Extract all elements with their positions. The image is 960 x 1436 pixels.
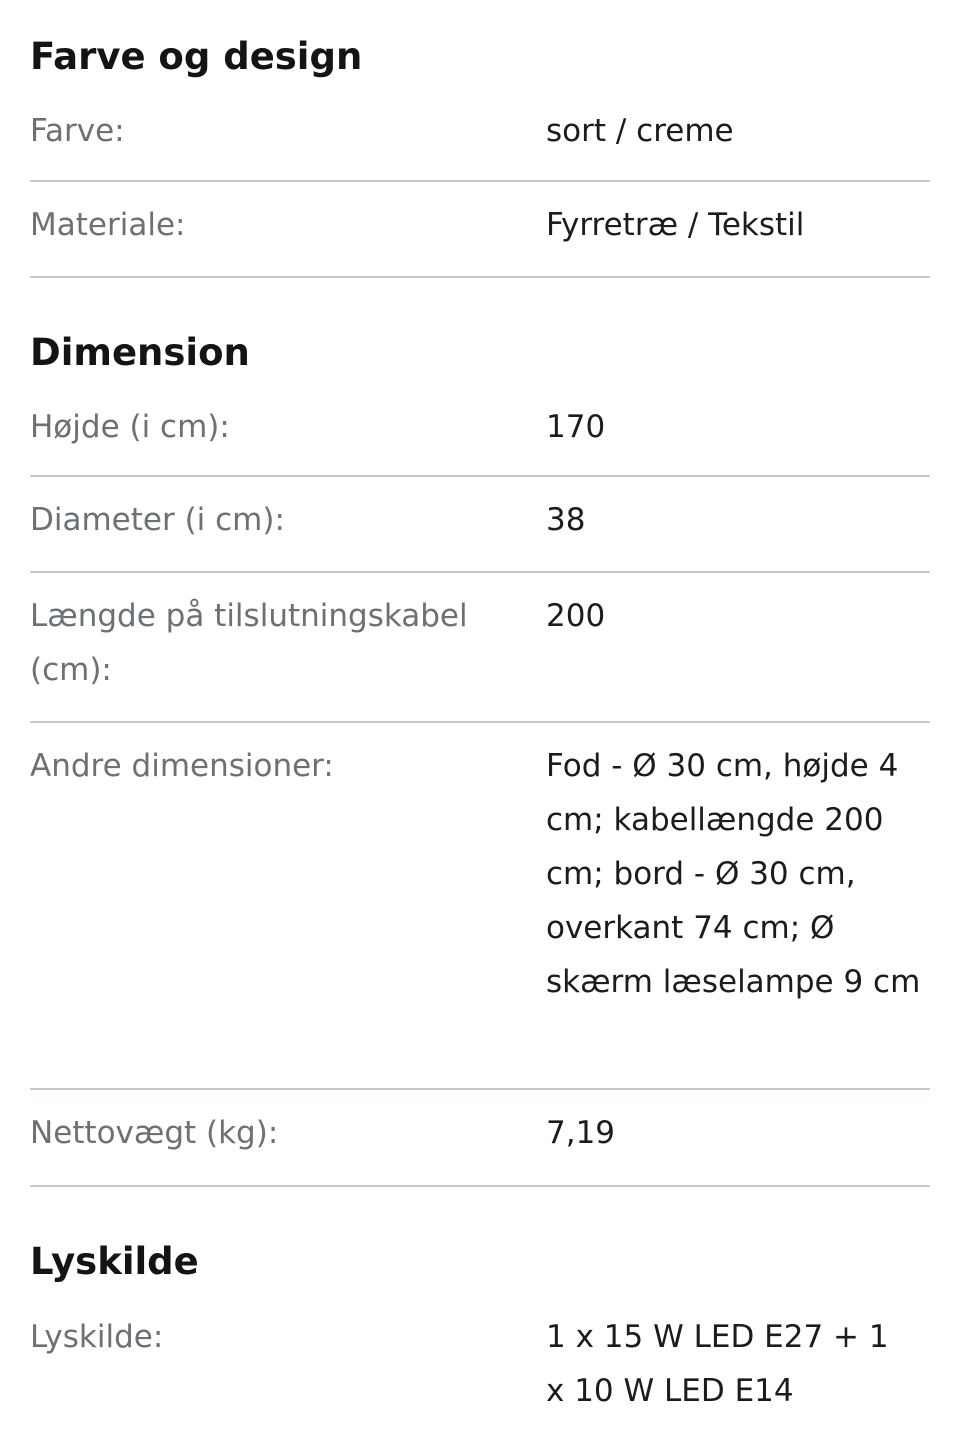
spec-label: Længde på tilslutningskabel (cm): [30,598,468,688]
spec-row-cable-length [30,573,930,723]
section-title: Lyskilde [30,1240,199,1283]
spec-rows-light-source [30,1310,930,1430]
spec-label: Højde (i cm): [30,409,230,445]
spec-value: Fod - Ø 30 cm, højde 4 cm; kabellængde 200 cm; bord - Ø 30 cm, overkant 74 cm; Ø skærm læselampe 9 cm [546,748,921,1000]
spec-value: sort / creme [546,113,734,149]
spec-row-material [30,182,930,278]
section-light-source [30,1240,930,1283]
section-title: Farve og design [30,35,363,78]
spec-label: Andre dimensioner: [30,748,334,784]
section-color-design [30,35,930,78]
spec-value: 1 x 15 W LED E27 + 1 x 10 W LED E14 [546,1319,889,1409]
spec-label: Diameter (i cm): [30,502,285,538]
spec-row-height [30,400,930,477]
spec-value: 38 [546,502,586,538]
spec-row-light-source [30,1310,930,1430]
section-title: Dimension [30,331,250,374]
spec-value: Fyrretræ / Tekstil [546,207,805,243]
spec-label: Materiale: [30,207,186,243]
spec-label: Farve: [30,113,125,149]
spec-row-net-weight [30,1090,930,1187]
spec-rows-dimension [30,400,930,1187]
spec-value: 200 [546,598,606,634]
section-dimension [30,331,930,374]
spec-value: 170 [546,409,606,445]
spec-row-color [30,104,930,182]
spec-label: Lyskilde: [30,1319,164,1355]
spec-row-other-dimensions [30,723,930,1090]
spec-label: Nettovægt (kg): [30,1115,279,1151]
spec-rows-color-design [30,104,930,278]
spec-row-diameter [30,477,930,573]
spec-value: 7,19 [546,1115,616,1151]
